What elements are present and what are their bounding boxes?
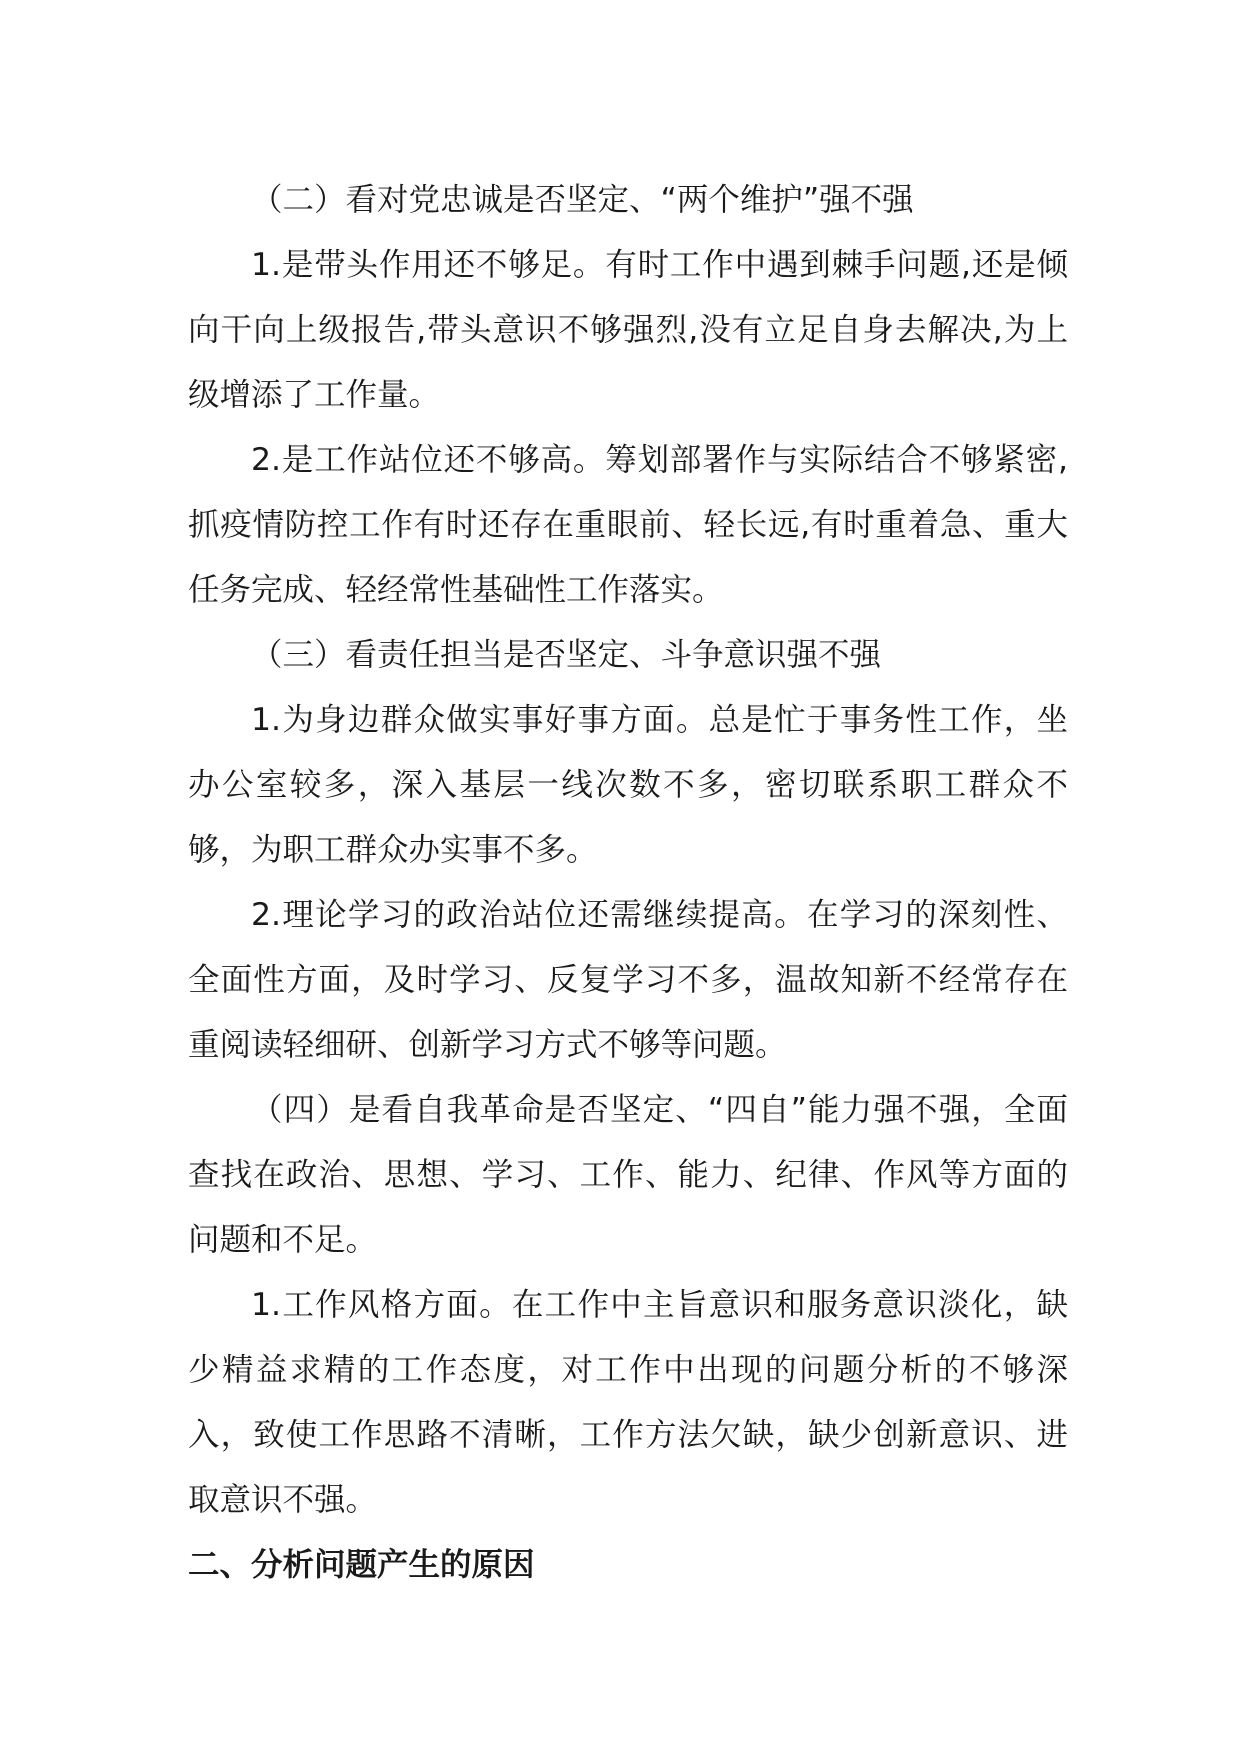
section-heading-loyalty: （二）看对党忠诚是否坚定、“两个维护”强不强 xyxy=(251,182,914,218)
chapter-heading-causes: 二、分析问题产生的原因 xyxy=(188,1547,535,1583)
section-heading-responsibility: （三）看责任担当是否坚定、斗争意识强不强 xyxy=(251,637,882,673)
section-heading-self-revolution: （四）是看自我革命是否坚定、“四自”能力强不强，全面查找在政治、思想、学习、工作、能力、纪律、作风等方面的问题和不足。 xyxy=(188,1092,1068,1258)
paragraph-work-position: 2.是工作站位还不够高。筹划部署作与实际结合不够紧密,抓疫情防控工作有时还存在重眼前、轻长远,有时重着急、重大任务完成、轻经常性基础性工作落实。 xyxy=(188,442,1068,608)
paragraph-work-style: 1.工作风格方面。在工作中主旨意识和服务意识淡化，缺少精益求精的工作态度，对工作中出现的问题分析的不够深入，致使工作思路不清晰，工作方法欠缺，缺少创新意识、进取意识不强。 xyxy=(188,1287,1068,1518)
document-body xyxy=(188,168,1068,1598)
paragraph-leading-role: 1.是带头作用还不够足。有时工作中遇到棘手问题,还是倾向干向上级报告,带头意识不够强烈,没有立足自身去解决,为上级增添了工作量。 xyxy=(188,247,1068,413)
paragraph-theory-study: 2.理论学习的政治站位还需继续提高。在学习的深刻性、全面性方面，及时学习、反复学习不多，温故知新不经常存在重阅读轻细研、创新学习方式不够等问题。 xyxy=(188,897,1068,1063)
paragraph-serving-masses: 1.为身边群众做实事好事方面。总是忙于事务性工作，坐办公室较多，深入基层一线次数不多，密切联系职工群众不够，为职工群众办实事不多。 xyxy=(188,702,1068,868)
